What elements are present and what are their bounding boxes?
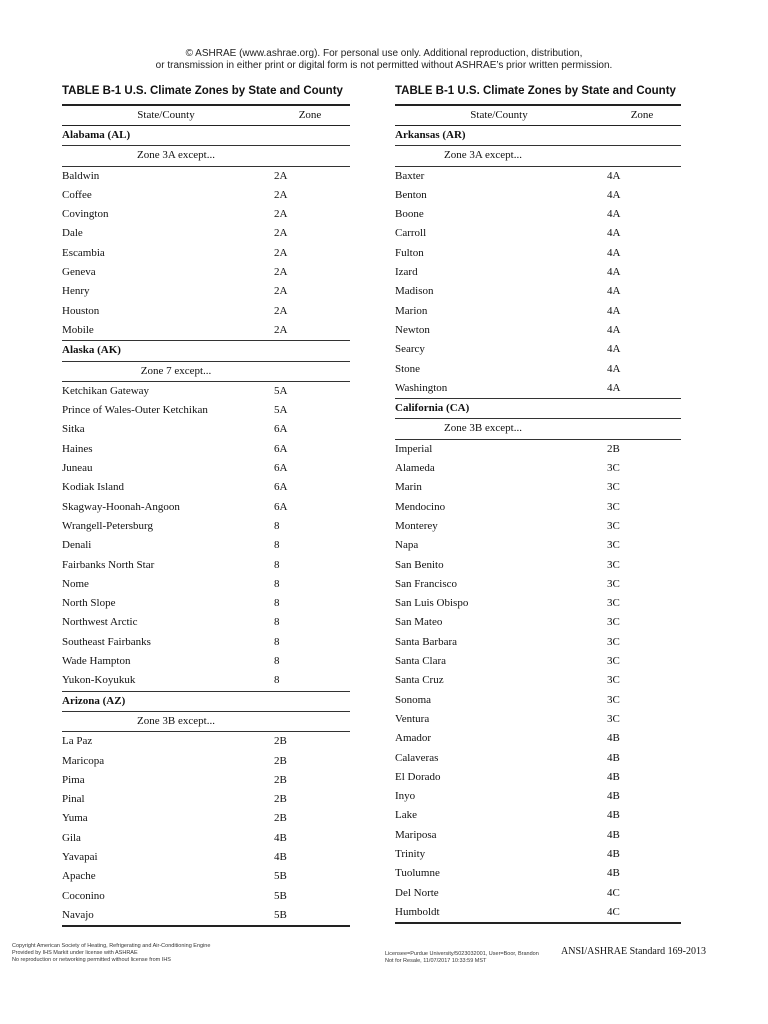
zone-value: 8 [274, 635, 280, 648]
zone-value: 8 [274, 539, 280, 552]
table-row [395, 575, 681, 594]
footer-line: Provided by IHS Markit under license with ASHRAE [12, 950, 138, 956]
county-name: Ketchikan Gateway [62, 384, 150, 397]
county-name: Pinal [62, 793, 85, 806]
zone-value: 4A [607, 343, 621, 356]
zone-value: 8 [274, 674, 280, 687]
table-row [395, 864, 681, 883]
table-row [395, 302, 681, 321]
county-name: Coconino [62, 889, 105, 902]
zone-value: 8 [274, 616, 280, 629]
table-row [395, 321, 681, 340]
county-name: Kodiak Island [62, 481, 125, 494]
zone-value: 4B [607, 867, 620, 880]
table-row [395, 244, 681, 263]
table-row [62, 613, 350, 632]
table-row [62, 633, 350, 652]
zone-value: 4C [607, 886, 620, 899]
county-name: Marion [395, 304, 428, 317]
county-name: Gila [62, 831, 81, 844]
table-row [62, 848, 350, 867]
county-name: Newton [395, 323, 430, 336]
table-row [395, 845, 681, 864]
county-name: Izard [395, 266, 418, 279]
county-name: Wade Hampton [62, 655, 131, 668]
county-name: Santa Cruz [395, 674, 444, 687]
table-row [62, 224, 350, 243]
zone-value: 4B [274, 850, 287, 863]
table-row [62, 459, 350, 478]
zone-value: 4B [607, 790, 620, 803]
copyright-line-1: © ASHRAE (www.ashrae.org). For personal use only. Additional reproduction, distribution, [185, 48, 583, 59]
table-row [395, 691, 681, 710]
county-name: Nome [62, 577, 89, 590]
table-row [395, 282, 681, 301]
zone-value: 2A [274, 266, 288, 279]
zone-value: 8 [274, 655, 280, 668]
table-row [62, 594, 350, 613]
county-name: Dale [62, 227, 83, 240]
zone-value: 4B [274, 831, 287, 844]
county-name: Inyo [395, 790, 416, 803]
zone-value: 3C [607, 597, 620, 610]
header-zone: Zone [630, 109, 654, 121]
county-name: Searcy [395, 343, 425, 356]
table-row [395, 556, 681, 575]
table-row [395, 498, 681, 517]
zone-value: 2A [274, 208, 288, 221]
zone-value: 4B [607, 751, 620, 764]
table-row [62, 282, 350, 301]
table-end-rule [62, 925, 350, 927]
county-name: Prince of Wales-Outer Ketchikan [62, 404, 208, 417]
county-name: Houston [62, 304, 100, 317]
standard-label: ANSI/ASHRAE Standard 169-2013 [561, 946, 706, 957]
table-row [395, 440, 681, 459]
table-row [395, 478, 681, 497]
county-name: Santa Clara [395, 655, 447, 668]
county-name: Southeast Fairbanks [62, 635, 151, 648]
zone-value: 4A [607, 169, 621, 182]
county-name: Imperial [395, 442, 433, 455]
zone-value: 2B [274, 754, 287, 767]
county-name: Calaveras [395, 751, 439, 764]
footer-line: Licensee=Purdue University/5023032001, User=Boor, Brandon [385, 951, 539, 957]
zone-value: 4B [607, 847, 620, 860]
zone-value: 5B [274, 870, 287, 883]
county-name: Del Norte [395, 886, 439, 899]
table-row [395, 205, 681, 224]
zone-value: 3C [607, 655, 620, 668]
zone-value: 3C [607, 693, 620, 706]
county-name: Coffee [62, 188, 92, 201]
state-heading: Arkansas (AR) [395, 126, 681, 146]
table-row [62, 321, 350, 340]
county-name: North Slope [62, 597, 116, 610]
table-row [395, 263, 681, 282]
zone-value: 2B [607, 442, 620, 455]
county-name: Baxter [395, 169, 425, 182]
table-row [62, 382, 350, 401]
zone-value: 4A [607, 285, 621, 298]
county-name: Madison [395, 285, 434, 298]
table-row [62, 440, 350, 459]
zone-value: 5B [274, 889, 287, 902]
county-name: Sonoma [395, 693, 432, 706]
table-row [62, 401, 350, 420]
header-state-county: State/County [137, 109, 195, 121]
zone-value: 4A [607, 208, 621, 221]
county-name: Fulton [395, 246, 424, 259]
table-row [62, 244, 350, 263]
zone-value: 4A [607, 381, 621, 394]
table-row [395, 340, 681, 359]
zone-value: 4A [607, 246, 621, 259]
zone-value: 2B [274, 735, 287, 748]
county-name: San Benito [395, 558, 444, 571]
table-row [62, 575, 350, 594]
table-row [62, 186, 350, 205]
county-name: Northwest Arctic [62, 616, 138, 629]
zone-value: 6A [274, 500, 288, 513]
county-name: San Luis Obispo [395, 597, 469, 610]
footer-license [12, 943, 210, 964]
table-row [62, 498, 350, 517]
table-body [62, 126, 350, 927]
zone-value: 3C [607, 712, 620, 725]
state-heading: Alabama (AL) [62, 126, 350, 146]
table-row [62, 809, 350, 828]
county-name: Tuolumne [395, 867, 440, 880]
zone-value: 2A [274, 188, 288, 201]
state-heading: California (CA) [395, 398, 681, 419]
zone-value: 4A [607, 304, 621, 317]
table-row [62, 867, 350, 886]
footer-licensee [385, 951, 539, 965]
county-name: Wrangell-Petersburg [62, 519, 153, 532]
zone-value: 5A [274, 404, 288, 417]
footer-line: Copyright American Society of Heating, Refrigerating and Air-Conditioning Engine [12, 943, 211, 949]
zone-value: 8 [274, 577, 280, 590]
zone-default-row: Zone 3A except... [395, 146, 681, 166]
county-name: Humboldt [395, 905, 440, 918]
table-row [395, 224, 681, 243]
county-name: Yuma [62, 812, 88, 825]
table-row [62, 752, 350, 771]
county-name: Marin [395, 481, 422, 494]
table-row [395, 884, 681, 903]
table-row [62, 517, 350, 536]
county-name: San Francisco [395, 577, 458, 590]
county-name: Ventura [395, 712, 430, 725]
county-name: Sitka [62, 423, 85, 436]
zone-value: 3C [607, 481, 620, 494]
zone-value: 5B [274, 908, 287, 921]
zone-value: 4B [607, 828, 620, 841]
county-name: Maricopa [62, 754, 105, 767]
zone-default-row: Zone 3A except... [62, 146, 350, 166]
table-row [395, 594, 681, 613]
zone-value: 4A [607, 266, 621, 279]
table-row [62, 205, 350, 224]
table-title: TABLE B-1 U.S. Climate Zones by State and County [62, 85, 343, 97]
zone-value: 4A [607, 227, 621, 240]
table-row [395, 749, 681, 768]
zone-value: 4B [607, 732, 620, 745]
table-row [62, 536, 350, 555]
table-row [395, 517, 681, 536]
county-name: Trinity [395, 847, 426, 860]
county-name: El Dorado [395, 770, 441, 783]
table-row [62, 671, 350, 690]
county-name: San Mateo [395, 616, 443, 629]
table-row [62, 302, 350, 321]
county-name: Stone [395, 362, 421, 375]
zone-value: 2A [274, 304, 288, 317]
table-header [62, 104, 350, 126]
table-row [62, 829, 350, 848]
zone-value: 5A [274, 384, 288, 397]
zone-value: 4A [607, 188, 621, 201]
table-row [395, 536, 681, 555]
table-row [62, 906, 350, 925]
zone-value: 2A [274, 285, 288, 298]
table-row [395, 652, 681, 671]
table-row [395, 787, 681, 806]
zone-value: 6A [274, 442, 288, 455]
county-name: Geneva [62, 266, 96, 279]
table-row [395, 379, 681, 398]
county-name: Haines [62, 442, 93, 455]
zone-value: 3C [607, 616, 620, 629]
footer-line: No reproduction or networking permitted without license from IHS [12, 957, 171, 963]
zone-value: 8 [274, 519, 280, 532]
county-name: Benton [395, 188, 427, 201]
county-name: Amador [395, 732, 432, 745]
zone-value: 3C [607, 558, 620, 571]
county-name: Monterey [395, 519, 438, 532]
county-name: Pima [62, 773, 85, 786]
table-row [395, 806, 681, 825]
zone-value: 2B [274, 773, 287, 786]
zone-value: 8 [274, 558, 280, 571]
county-name: Yukon-Koyukuk [62, 674, 136, 687]
table-row [395, 671, 681, 690]
state-heading: Alaska (AK) [62, 340, 350, 361]
table-row [395, 729, 681, 748]
zone-value: 3C [607, 500, 620, 513]
table-row [62, 790, 350, 809]
zone-value: 4A [607, 323, 621, 336]
zone-value: 2A [274, 227, 288, 240]
table-end-rule [395, 922, 681, 924]
table-row [395, 710, 681, 729]
county-name: Covington [62, 208, 109, 221]
zone-value: 2A [274, 169, 288, 182]
zone-value: 6A [274, 423, 288, 436]
table-title: TABLE B-1 U.S. Climate Zones by State and County [395, 85, 676, 97]
county-name: Mariposa [395, 828, 437, 841]
county-name: Denali [62, 539, 92, 552]
county-name: Boone [395, 208, 424, 221]
county-name: Baldwin [62, 169, 100, 182]
county-name: Santa Barbara [395, 635, 457, 648]
county-name: Mobile [62, 323, 94, 336]
zone-value: 2A [274, 323, 288, 336]
table-row [62, 263, 350, 282]
table-row [395, 768, 681, 787]
table-row [62, 887, 350, 906]
zone-value: 3C [607, 577, 620, 590]
county-name: Apache [62, 870, 96, 883]
state-heading: Arizona (AZ) [62, 691, 350, 712]
zone-default-row: Zone 3B except... [62, 712, 350, 732]
table-row [395, 826, 681, 845]
table-row [395, 903, 681, 922]
table-row [395, 633, 681, 652]
copyright-notice [0, 48, 768, 72]
header-zone: Zone [298, 109, 322, 121]
table-row [62, 771, 350, 790]
table-row [62, 478, 350, 497]
county-name: Napa [395, 539, 419, 552]
zone-value: 3C [607, 635, 620, 648]
table-row [395, 167, 681, 186]
zone-value: 6A [274, 481, 288, 494]
table-row [62, 167, 350, 186]
zone-value: 2A [274, 246, 288, 259]
table-row [62, 732, 350, 751]
county-name: Navajo [62, 908, 94, 921]
zone-value: 4C [607, 905, 620, 918]
table-left [62, 84, 350, 927]
zone-value: 3C [607, 674, 620, 687]
table-row [62, 556, 350, 575]
table-row [395, 459, 681, 478]
zone-value: 3C [607, 519, 620, 532]
zone-default-row: Zone 3B except... [395, 419, 681, 439]
table-header [395, 104, 681, 126]
table-body [395, 126, 681, 924]
county-name: Juneau [62, 462, 93, 475]
zone-value: 8 [274, 597, 280, 610]
county-name: Skagway-Hoonah-Angoon [62, 500, 180, 513]
zone-value: 3C [607, 539, 620, 552]
county-name: Mendocino [395, 500, 446, 513]
header-state-county: State/County [470, 109, 528, 121]
table-row [62, 420, 350, 439]
county-name: La Paz [62, 735, 93, 748]
table-row [62, 652, 350, 671]
table-row [395, 613, 681, 632]
copyright-line-2: or transmission in either print or digital form is not permitted without ASHRAE’s prior written permission. [155, 60, 613, 71]
zone-value: 4A [607, 362, 621, 375]
county-name: Escambia [62, 246, 105, 259]
zone-value: 2B [274, 793, 287, 806]
county-name: Fairbanks North Star [62, 558, 155, 571]
county-name: Washington [395, 381, 448, 394]
county-name: Carroll [395, 227, 427, 240]
county-name: Lake [395, 809, 417, 822]
zone-value: 4B [607, 770, 620, 783]
table-row [395, 360, 681, 379]
zone-value: 4B [607, 809, 620, 822]
zone-value: 6A [274, 462, 288, 475]
county-name: Yavapai [62, 850, 98, 863]
table-right [395, 84, 681, 924]
county-name: Alameda [395, 462, 435, 475]
footer-line: Not for Resale, 11/07/2017 10:33:59 MST [385, 958, 487, 964]
county-name: Henry [62, 285, 90, 298]
zone-default-row: Zone 7 except... [62, 362, 350, 382]
table-row [395, 186, 681, 205]
zone-value: 3C [607, 462, 620, 475]
zone-value: 2B [274, 812, 287, 825]
